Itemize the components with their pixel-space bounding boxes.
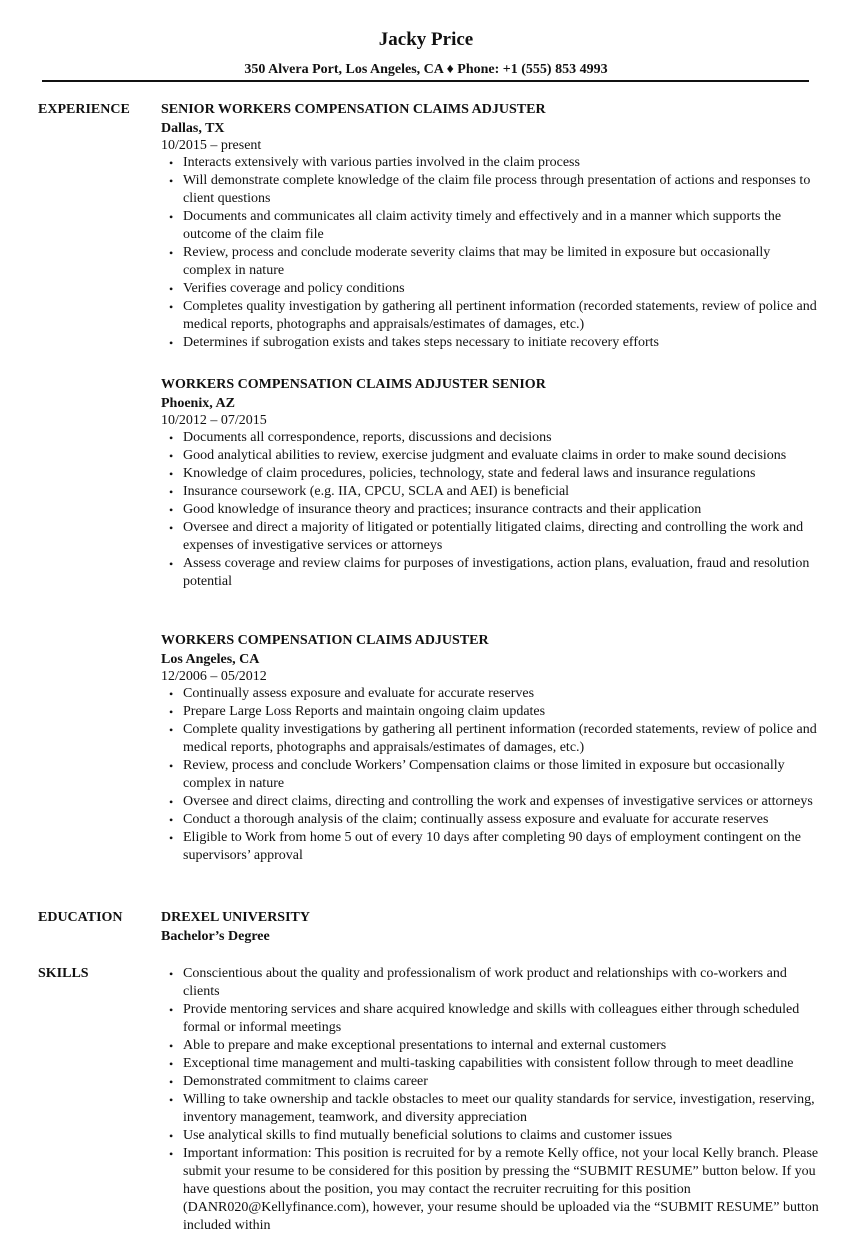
list-item: • Important information: This position is recruited for by a remote Kelly office, not your local Kelly branch. Please submit your resume to be considered for this position by pressing the “SUBMIT RESUME” button below. If you have questions about the position, you may contact the recruiter recruiting for this position (DANR020@Kellyfinance.com), however, your resume should be uploaded via the “SUBMIT RESUME” button included within [161,1145,821,1235]
list-item: • Use analytical skills to find mutually beneficial solutions to claims and customer issues [161,1127,821,1145]
list-item: • Good knowledge of insurance theory and practices; insurance contracts and their application [161,501,821,519]
job-duties-list [161,429,821,591]
list-item: • Review, process and conclude moderate severity claims that may be limited in exposure but occasionally complex in nature [161,244,821,280]
job-title: WORKERS COMPENSATION CLAIMS ADJUSTER [161,633,489,648]
list-item: • Exceptional time management and multi-tasking capabilities with consistent follow through to meet deadline [161,1055,821,1073]
list-item: • Able to prepare and make exceptional presentations to internal and external customers [161,1037,821,1055]
skills-entry [161,965,821,1235]
list-item: • Will demonstrate complete knowledge of the claim file process through presentation of actions and responses to client questions [161,172,821,208]
job-dates: 10/2012 – 07/2015 [161,413,267,428]
list-item: • Insurance coursework (e.g. IIA, CPCU, SCLA and AEI) is beneficial [161,483,821,501]
resume-name: Jacky Price [378,29,474,50]
education-entry [161,909,821,945]
job-entry [161,101,821,352]
job-location: Dallas, TX [161,121,225,136]
list-item: • Conscientious about the quality and professionalism of work product and relationships with co-workers and clients [161,965,821,1001]
list-item: • Oversee and direct claims, directing and controlling the work and expenses of investigative services or attorneys [161,793,821,811]
contact-line: 350 Alvera Port, Los Angeles, CA ♦ Phone: +1 (555) 853 4993 [244,62,608,77]
list-item: • Documents and communicates all claim activity timely and effectively and in a manner which supports the outcome of the claim file [161,208,821,244]
skills-heading: SKILLS [38,966,89,981]
school-name: DREXEL UNIVERSITY [161,910,310,925]
list-item: • Knowledge of claim procedures, policies, technology, state and federal laws and insurance regulations [161,465,821,483]
degree: Bachelor’s Degree [161,929,270,944]
job-duties-list [161,154,821,352]
job-location: Los Angeles, CA [161,652,260,667]
list-item: • Documents all correspondence, reports, discussions and decisions [161,429,821,447]
experience-heading: EXPERIENCE [38,102,130,117]
list-item: • Verifies coverage and policy conditions [161,280,821,298]
list-item: • Continually assess exposure and evaluate for accurate reserves [161,685,821,703]
job-location: Phoenix, AZ [161,396,235,411]
job-dates: 12/2006 – 05/2012 [161,669,267,684]
list-item: • Oversee and direct a majority of litigated or potentially litigated claims, directing and controlling the work and expenses of investigative services or attorneys [161,519,821,555]
list-item: • Determines if subrogation exists and takes steps necessary to initiate recovery efforts [161,334,821,352]
list-item: • Eligible to Work from home 5 out of every 10 days after completing 90 days of employment contingent on the supervisors’ approval [161,829,821,865]
job-title: WORKERS COMPENSATION CLAIMS ADJUSTER SENIOR [161,377,546,392]
skills-list [161,965,821,1235]
job-duties-list [161,685,821,865]
job-title: SENIOR WORKERS COMPENSATION CLAIMS ADJUSTER [161,102,546,117]
list-item: • Good analytical abilities to review, exercise judgment and evaluate claims in order to make sound decisions [161,447,821,465]
education-heading: EDUCATION [38,910,123,925]
list-item: • Provide mentoring services and share acquired knowledge and skills with colleagues either through scheduled formal or informal meetings [161,1001,821,1037]
list-item: • Prepare Large Loss Reports and maintain ongoing claim updates [161,703,821,721]
list-item: • Interacts extensively with various parties involved in the claim process [161,154,821,172]
list-item: • Demonstrated commitment to claims career [161,1073,821,1091]
list-item: • Complete quality investigations by gathering all pertinent information (recorded statements, review of police and medical reports, photographs and appraisals/estimates of damages, etc.) [161,721,821,757]
job-entry [161,632,821,865]
list-item: • Review, process and conclude Workers’ Compensation claims or those limited in exposure but occasionally complex in nature [161,757,821,793]
header-divider [42,80,809,82]
job-entry [161,376,821,591]
list-item: • Assess coverage and review claims for purposes of investigations, action plans, evaluation, fraud and resolution potential [161,555,821,591]
job-dates: 10/2015 – present [161,138,262,153]
list-item: • Willing to take ownership and tackle obstacles to meet our quality standards for service, investigation, reserving, inventory management, teamwork, and diversity appreciation [161,1091,821,1127]
list-item: • Conduct a thorough analysis of the claim; continually assess exposure and evaluate for accurate reserves [161,811,821,829]
list-item: • Completes quality investigation by gathering all pertinent information (recorded statements, review of police and medical reports, photographs and appraisals/estimates of damages, etc.) [161,298,821,334]
